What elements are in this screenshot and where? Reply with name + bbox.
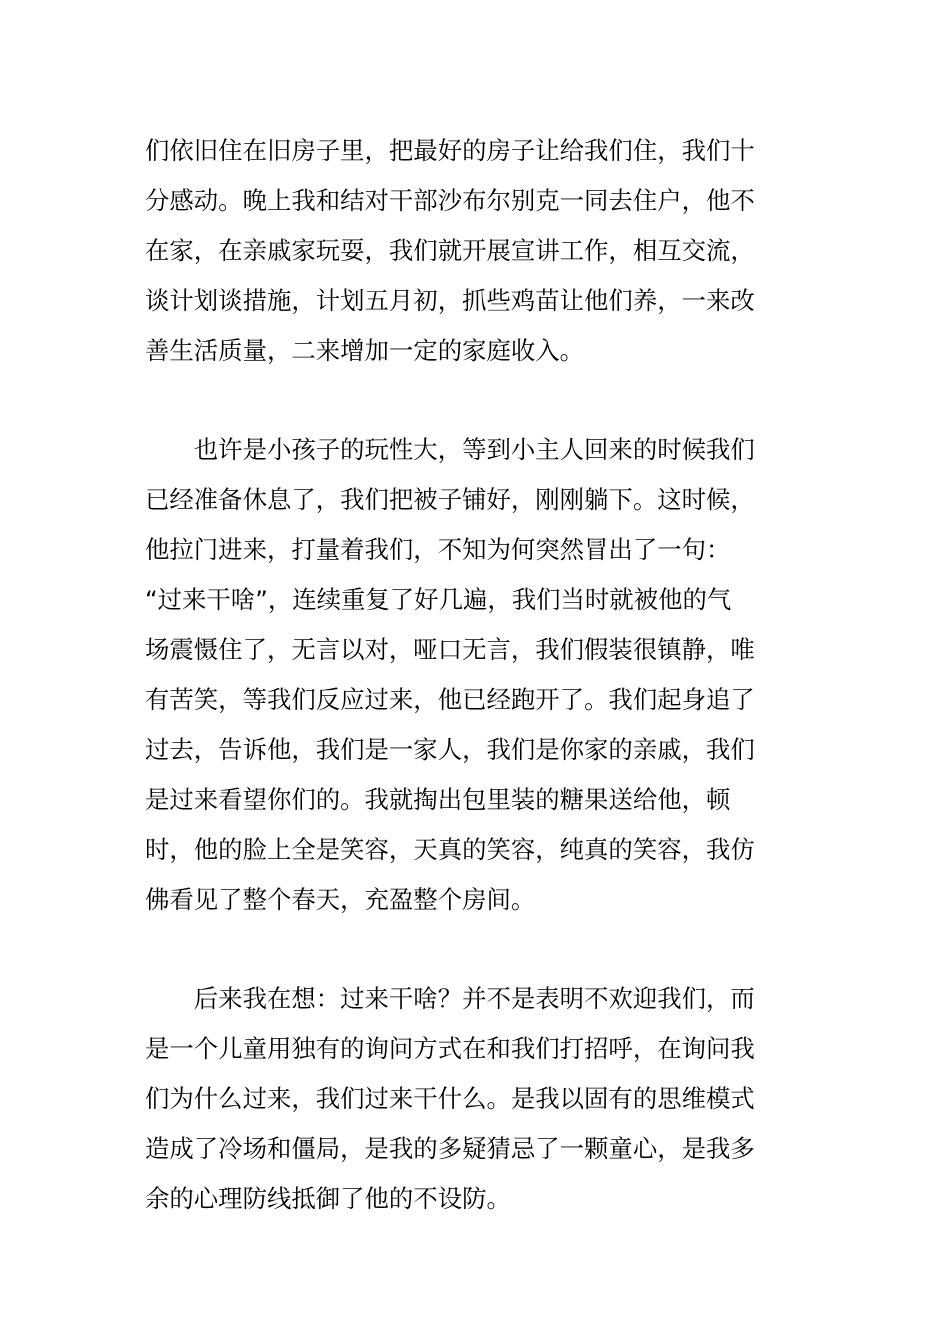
text-line: 们依旧住在旧房子里，把最好的房子让给我们住，我们十	[145, 136, 755, 165]
paragraph-2	[145, 425, 810, 925]
text-line: 也许是小孩子的玩性大，等到小主人回来的时候我们	[145, 435, 755, 464]
text-line: “过来干啥”，连续重复了好几遍，我们当时就被他的气	[145, 585, 732, 614]
text-line: 余的心理防线抵御了他的不设防。	[145, 1184, 511, 1213]
text-line: 佛看见了整个春天，充盈整个房间。	[145, 885, 536, 914]
text-line: 场震慑住了，无言以对，哑口无言，我们假装很镇静，唯	[145, 635, 755, 664]
paragraph-1	[145, 126, 810, 376]
paragraph-3	[145, 974, 810, 1224]
text-line: 是过来看望你们的。我就掏出包里装的糖果送给他，顿	[145, 785, 731, 814]
text-line: 有苦笑，等我们反应过来，他已经跑开了。我们起身追了	[145, 685, 755, 714]
text-line: 后来我在想：过来干啥？并不是表明不欢迎我们，而	[145, 984, 755, 1013]
text-line: 们为什么过来，我们过来干什么。是我以固有的思维模式	[145, 1084, 755, 1113]
text-line: 在家，在亲戚家玩耍，我们就开展宣讲工作，相互交流，	[145, 236, 755, 265]
text-line: 已经准备休息了，我们把被子铺好，刚刚躺下。这时候，	[145, 485, 755, 514]
text-line: 善生活质量，二来增加一定的家庭收入。	[145, 336, 585, 365]
text-line: 是一个儿童用独有的询问方式在和我们打招呼，在询问我	[145, 1034, 755, 1063]
text-line: 谈计划谈措施，计划五月初，抓些鸡苗让他们养，一来改	[145, 286, 755, 315]
text-line: 时，他的脸上全是笑容，天真的笑容，纯真的笑容，我仿	[145, 835, 755, 864]
text-line: 分感动。晚上我和结对干部沙布尔别克一同去住户，他不	[145, 186, 755, 215]
text-line: 他拉门进来，打量着我们，不知为何突然冒出了一句：	[145, 535, 731, 564]
text-line: 过去，告诉他，我们是一家人，我们是你家的亲戚，我们	[145, 735, 755, 764]
text-line: 造成了冷场和僵局，是我的多疑猜忌了一颗童心，是我多	[145, 1134, 755, 1163]
